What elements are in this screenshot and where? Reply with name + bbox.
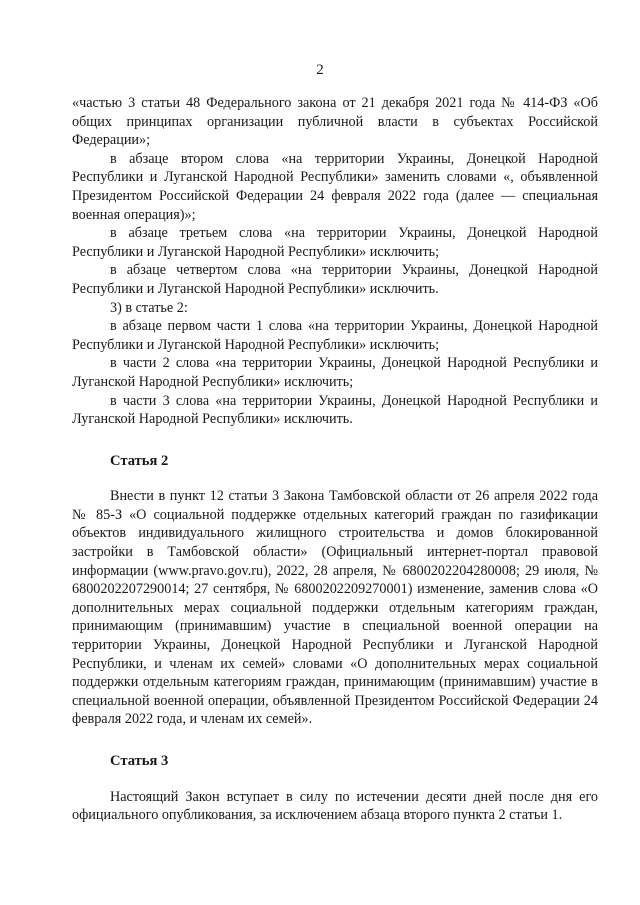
paragraph-abzac-2: в абзаце втором слова «на территории Украины, Донецкой Народной Республики и Луганской Народной Республики» заменить словами «, объявленной Президентом Российской Федерации 24 февраля 2022 года (далее — специальная военная операция)»; xyxy=(72,150,598,223)
paragraph-abzac-3: в абзаце третьем слова «на территории Украины, Донецкой Народной Республики и Луганской Народной Республики» исключить; xyxy=(72,225,598,260)
paragraph-item-3: 3) в статье 2: xyxy=(110,299,188,316)
paragraph-abzac-4: в абзаце четвертом слова «на территории Украины, Донецкой Народной Республики и Луганской Народной Республики» исключить. xyxy=(72,262,598,297)
article-2-heading: Статья 2 xyxy=(110,452,169,469)
paragraph-part-3: в части 3 слова «на территории Украины, Донецкой Народной Республики и Луганской Народной Республики» исключить. xyxy=(72,392,598,428)
article-3-text: Настоящий Закон вступает в силу по истечении десяти дней после дня его официального опубликования, за исключением абзаца второго пункта 2 статьи 1. xyxy=(72,788,598,824)
page-number: 2 xyxy=(316,62,324,78)
paragraph-continuation: «частью 3 статьи 48 Федерального закона от 21 декабря 2021 года № 414-ФЗ «Об общих принципах организации публичной власти в субъектах Российской Федерации»; xyxy=(72,95,598,149)
document-body xyxy=(72,94,598,825)
paragraph-part-1: в абзаце первом части 1 слова «на территории Украины, Донецкой Народной Республики и Луганской Народной Республики» исключить; xyxy=(72,318,598,353)
article-2-text: Внести в пункт 12 статьи 3 Закона Тамбовской области от 26 апреля 2022 года № 85-З «О социальной поддержке отдельных категорий граждан по газификации объектов индивидуального жилищного строительства и домов блокированной застройки в Тамбовской области» (Официальный интернет-портал правовой информации (www.pravo.gov.ru), 2022, 28 апреля, № 6800202204280008; 29 июля, № 6800202207290014; 27 сентября, № 6800202209270001) изменение, заменив слова «О дополнительных мерах социальной поддержки отдельным категориям граждан, принимающим (принимавшим) участие в специальной военной операции на территории Украины, Донецкой Народной Республики и Луганской Народной Республики, и членам их семей» словами «О дополнительных мерах социальной поддержки отдельным категориям граждан, принимающим (принимавшим) участие в специальной военной операции, объявленной Президентом Российской Федерации 24 февраля 2022 года, и членам их семей». xyxy=(72,488,598,728)
article-3-heading: Статья 3 xyxy=(110,753,169,769)
paragraph-part-2: в части 2 слова «на территории Украины, Донецкой Народной Республики и Луганской Народной Республики» исключить; xyxy=(72,355,598,390)
